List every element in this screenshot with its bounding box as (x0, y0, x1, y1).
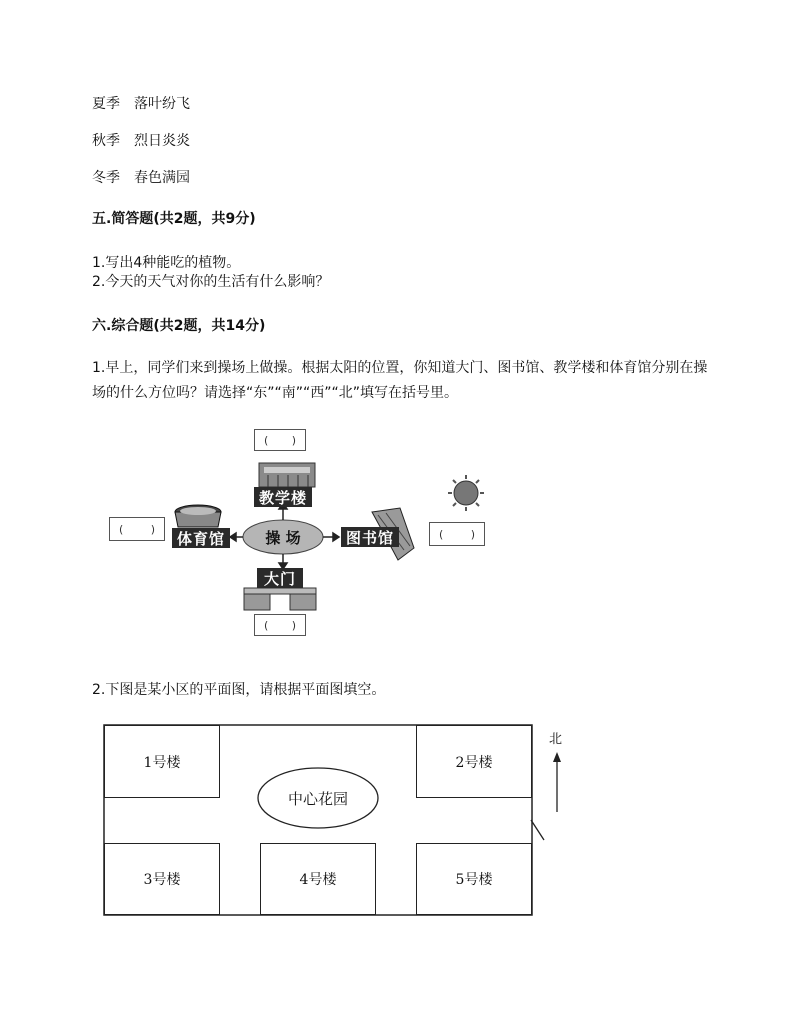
phrase-label: 春色满园 (134, 170, 190, 186)
building-4: 4号楼 (260, 843, 376, 915)
section6-title: 六.综合题(共2题，共14分) (92, 318, 266, 334)
section6-q2: 2.下图是某小区的平面图，请根据平面图填空。 (92, 682, 386, 698)
building-3: 3号楼 (104, 843, 220, 915)
answer-box-south[interactable]: ( ) (254, 614, 306, 636)
season-label: 夏季 (92, 96, 120, 112)
playground-label: 操 场 (265, 529, 301, 547)
north-label: 北 (549, 732, 563, 747)
section5-q2: 2.今天的天气对你的生活有什么影响？ (92, 274, 330, 290)
section5-q1: 1.写出4种能吃的植物。 (92, 255, 241, 271)
season-label: 冬季 (92, 170, 120, 186)
gym-label: 体育馆 (172, 528, 230, 548)
answer-box-east[interactable]: ( ) (429, 522, 485, 546)
season-label: 秋季 (92, 133, 120, 149)
answer-box-west[interactable]: ( ) (109, 517, 165, 541)
answer-box-north[interactable]: ( ) (254, 429, 306, 451)
building-1: 1号楼 (104, 725, 220, 798)
gate-label: 大门 (257, 568, 303, 588)
school-label: 教学楼 (254, 487, 312, 507)
section5-title: 五.简答题(共2题，共9分) (92, 211, 256, 227)
phrase-label: 落叶纷飞 (134, 96, 190, 112)
section6-q1: 1.早上，同学们来到操场上做操。根据太阳的位置，你知道大门、图书馆、教学楼和体育馆分别在操场的什么方位吗？请选择“东”“南”“西”“北”填写在括号里。 (92, 360, 708, 401)
garden-label: 中心花园 (287, 790, 348, 808)
phrase-label: 烈日炎炎 (134, 133, 190, 149)
building-2: 2号楼 (416, 725, 532, 798)
library-label: 图书馆 (341, 527, 399, 547)
building-5: 5号楼 (416, 843, 532, 915)
